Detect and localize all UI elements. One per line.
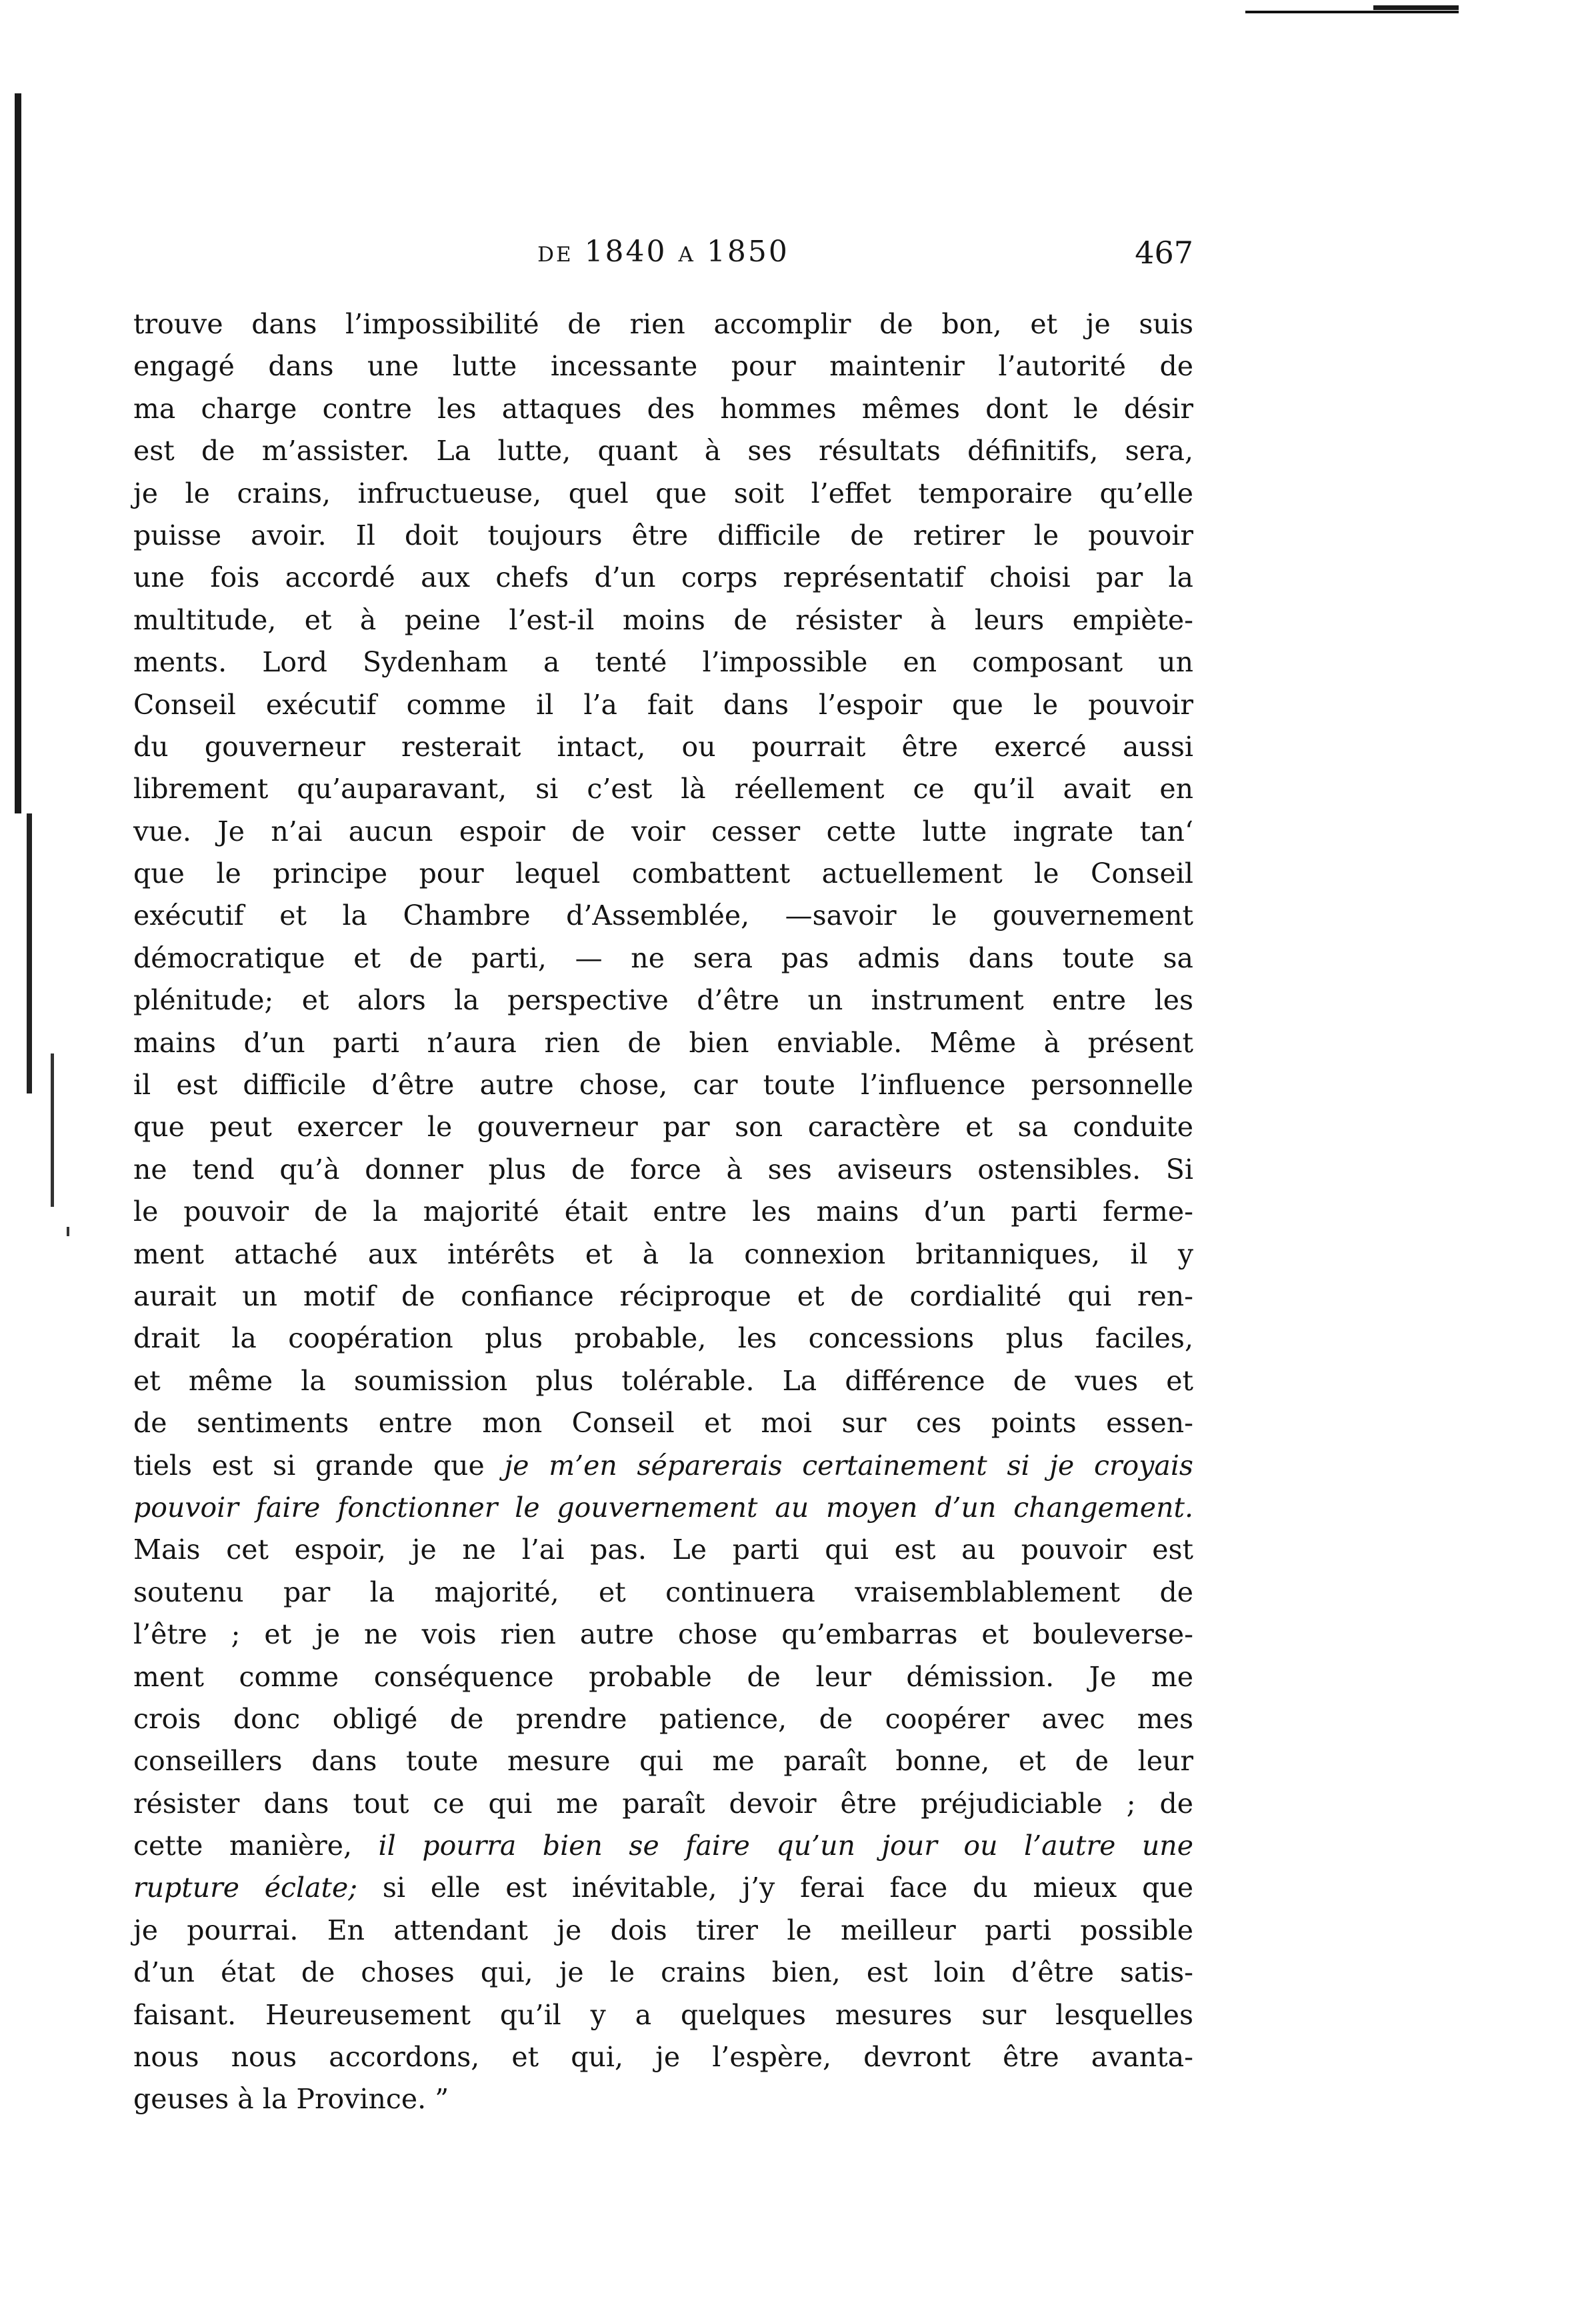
text-line: engagé dans une lutte incessante pour maintenir l’autorité de <box>133 350 1193 383</box>
italic-segment: je m’en séparerais certainement si je croyais <box>504 1449 1193 1482</box>
text-line: démocratique et de parti, — ne sera pas admis dans toute sa <box>133 941 1193 974</box>
text-line: aurait un motif de confiance réciproque et de cordialité qui ren- <box>133 1280 1193 1312</box>
text-line: puisse avoir. Il doit toujours être difficile de retirer le pouvoir <box>133 519 1193 551</box>
text-line: librement qu’auparavant, si c’est là réellement ce qu’il avait en <box>133 773 1193 805</box>
text-line: conseillers dans toute mesure qui me paraît bonne, et de leur <box>133 1745 1193 1778</box>
text-line: faisant. Heureusement qu’il y a quelques mesures sur lesquelles <box>133 1998 1193 2031</box>
text-line: que le principe pour lequel combattent actuellement le Conseil <box>133 857 1193 890</box>
text-segment: tiels est si grande que <box>133 1449 485 1482</box>
text-line: ment comme conséquence probable de leur démission. Je me <box>133 1660 1193 1693</box>
body-text <box>133 303 1193 2121</box>
text-line: ma charge contre les attaques des hommes mêmes dont le désir <box>133 392 1193 425</box>
text-segment: cette manière, <box>133 1830 352 1862</box>
text-line: est de m’assister. La lutte, quant à ses résultats définitifs, sera, <box>133 435 1193 467</box>
running-title: de 1840 a 1850 <box>537 235 789 269</box>
text-line: ment attaché aux intérêts et à la connexion britanniques, il y <box>133 1238 1193 1270</box>
scan-artifact-binding-edge <box>15 93 21 813</box>
text-line: que peut exercer le gouverneur par son caractère et sa conduite <box>133 1111 1193 1143</box>
italic-segment: rupture éclate; <box>133 1872 358 1904</box>
text-line: plénitude; et alors la perspective d’être un instrument entre les <box>133 984 1193 1017</box>
text-line: du gouverneur resterait intact, ou pourrait être exercé aussi <box>133 730 1193 763</box>
text-line-mixed <box>133 1445 1193 1487</box>
text-line-last: geuses à la Province. ” <box>133 2083 449 2116</box>
text-segment: si elle est inévitable, j’y ferai face du mieux que <box>382 1872 1193 1904</box>
scan-artifact-top-mark <box>1373 5 1459 10</box>
text-line: nous nous accordons, et qui, je l’espère, devront être avanta- <box>133 2041 1193 2074</box>
text-line: drait la coopération plus probable, les concessions plus faciles, <box>133 1322 1193 1355</box>
text-line: trouve dans l’impossibilité de rien accomplir de bon, et je suis <box>133 308 1193 340</box>
text-line-mixed <box>133 1867 1193 1909</box>
text-line: Conseil exécutif comme il l’a fait dans l’espoir que le pouvoir <box>133 688 1193 721</box>
text-line: exécutif et la Chambre d’Assemblée, —savoir le gouvernement <box>133 899 1193 932</box>
text-line: ne tend qu’à donner plus de force à ses aviseurs ostensibles. Si <box>133 1153 1193 1186</box>
text-line: de sentiments entre mon Conseil et moi sur ces points essen- <box>133 1407 1193 1440</box>
text-line: crois donc obligé de prendre patience, de coopérer avec mes <box>133 1702 1193 1735</box>
text-line: et même la soumission plus tolérable. La différence de vues et <box>133 1364 1193 1397</box>
text-line: résister dans tout ce qui me paraît devoir être préjudiciable ; de <box>133 1787 1193 1820</box>
text-line-mixed <box>133 1825 1193 1867</box>
text-line: je pourrai. En attendant je dois tirer le meilleur parti possible <box>133 1914 1193 1946</box>
text-line: d’un état de choses qui, je le crains bien, est loin d’être satis- <box>133 1956 1193 1989</box>
text-line-italic <box>133 1487 1193 1529</box>
text-line: Mais cet espoir, je ne l’ai pas. Le parti qui est au pouvoir est <box>133 1534 1193 1566</box>
text-line: il est difficile d’être autre chose, car toute l’influence personnelle <box>133 1069 1193 1101</box>
text-line: je le crains, infructueuse, quel que soit l’effet temporaire qu’elle <box>133 477 1193 509</box>
scan-artifact-binding-edge-lower <box>27 813 32 1093</box>
italic-segment: il pourra bien se faire qu’un jour ou l’autre une <box>378 1830 1193 1862</box>
text-line: vue. Je n’ai aucun espoir de voir cesser cette lutte ingrate tan‘ <box>133 815 1193 847</box>
scan-artifact-binding-dot <box>67 1227 69 1236</box>
scan-artifact-top-rule <box>1245 11 1459 13</box>
text-line: ments. Lord Sydenham a tenté l’impossible en composant un <box>133 646 1193 679</box>
italic-segment: pouvoir faire fonctionner le gouvernement au moyen d’un changement. <box>133 1491 1193 1524</box>
text-line: mains d’un parti n’aura rien de bien enviable. Même à présent <box>133 1026 1193 1059</box>
page-header <box>133 235 1193 281</box>
text-line: multitude, et à peine l’est-il moins de résister à leurs empiète- <box>133 603 1193 636</box>
text-line: le pouvoir de la majorité était entre les mains d’un parti ferme- <box>133 1196 1193 1228</box>
text-line: l’être ; et je ne vois rien autre chose qu’embarras et bouleverse- <box>133 1618 1193 1651</box>
scan-artifact-binding-edge-bottom <box>51 1053 54 1207</box>
text-line: une fois accordé aux chefs d’un corps représentatif choisi par la <box>133 561 1193 594</box>
page-number: 467 <box>1135 235 1193 271</box>
text-line: soutenu par la majorité, et continuera vraisemblablement de <box>133 1576 1193 1608</box>
